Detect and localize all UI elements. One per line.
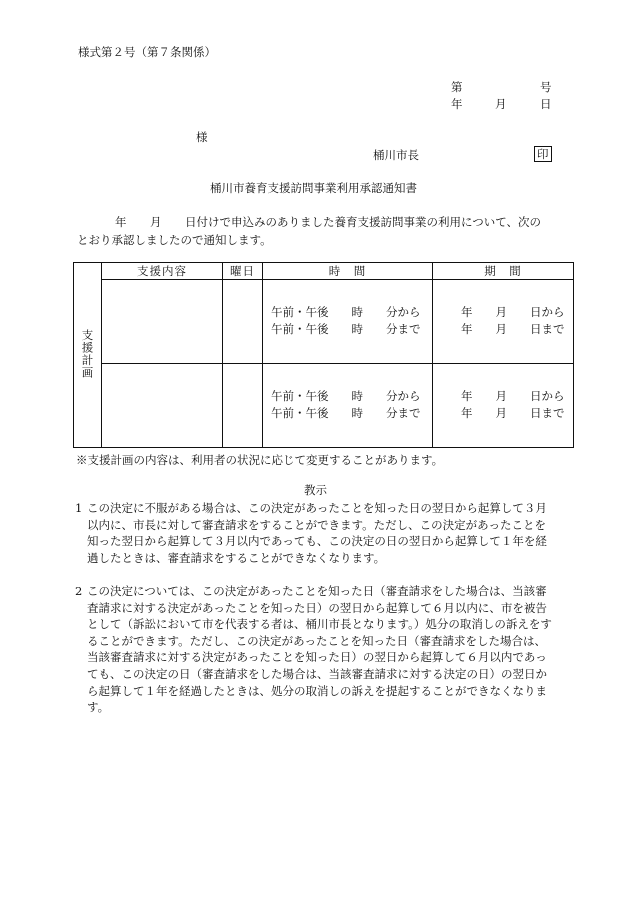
header-support-content: 支援内容 [102, 263, 223, 280]
header-time: 時 間 [263, 263, 433, 280]
cell-support-content[interactable] [102, 280, 223, 364]
intro-month: 月 [150, 215, 162, 229]
date-year: 年 [451, 97, 463, 111]
document-title: 桶川市養育支援訪問事業利用承認通知書 [210, 181, 417, 195]
doc-number-suffix: 号 [540, 80, 552, 94]
instruction-number: 2 [75, 584, 83, 598]
support-plan-side-label: 支援計画 [74, 263, 102, 448]
cell-weekday[interactable] [223, 280, 263, 364]
instruction-item-1 [75, 500, 555, 570]
table-row [74, 280, 574, 364]
time-from: 午前・午後 時 分から [271, 305, 421, 319]
period-from: 年 月 日から [461, 389, 565, 403]
instructions-heading: 教示 [304, 483, 327, 497]
cell-weekday[interactable] [223, 364, 263, 448]
cell-period[interactable] [433, 364, 574, 448]
support-plan-table [73, 262, 574, 448]
form-number: 様式第２号（第７条関係） [78, 45, 216, 59]
cell-period[interactable] [433, 280, 574, 364]
cell-support-content[interactable] [102, 364, 223, 448]
time-to: 午前・午後 時 分まで [271, 322, 421, 336]
instruction-number: 1 [75, 501, 83, 515]
time-from: 午前・午後 時 分から [271, 389, 421, 403]
period-to: 年 月 日まで [461, 322, 565, 336]
instruction-item-2 [75, 583, 555, 723]
intro-line2: とおり承認しましたので通知します。 [77, 233, 272, 247]
cell-time[interactable] [263, 280, 433, 364]
header-weekday: 曜日 [223, 263, 263, 280]
table-row [74, 364, 574, 448]
seal-mark: 印 [534, 146, 552, 162]
instruction-text: この決定に不服がある場合は、この決定があったことを知った日の翌日から起算して３月以内に、市長に対して審査請求をすることができます。ただし、この決定があったことを知った翌日から起算して３月以内であっても、この決定の日の翌日から起算して１年を経過したときは、審査請求をすることができなくなります。 [87, 501, 547, 565]
time-to: 午前・午後 時 分まで [271, 406, 421, 420]
intro-year: 年 [115, 215, 127, 229]
instruction-text: この決定については、この決定があったことを知った日（審査請求をした場合は、当該審査請求に対する決定があったことを知った日）の翌日から起算して６月以内に、市を被告として（訴訟において市を代表する者は、桶川市長となります。）処分の取消しの訴えをすることができます。ただし、この決定があったことを知った日（審査請求をした場合は、当該審査請求に対する決定があったことを知った日）の翌日から起算して６月以内であっても、この決定の日（審査請求をした場合は、当該審査請求に対する決定の日）の翌日から起算して１年を経過したときは、処分の取消しの訴えを提起することができなくなります。 [87, 584, 552, 715]
period-to: 年 月 日まで [461, 406, 565, 420]
intro-line1: 日付けで申込みのありました養育支援訪問事業の利用について、次の [185, 215, 542, 229]
issuer-title: 桶川市長 [373, 148, 419, 162]
date-day: 日 [540, 97, 552, 111]
date-month: 月 [495, 97, 507, 111]
header-period: 期 間 [433, 263, 574, 280]
doc-number-prefix: 第 [451, 80, 463, 94]
addressee-honorific: 様 [196, 130, 208, 144]
period-from: 年 月 日から [461, 305, 565, 319]
table-note: ※支援計画の内容は、利用者の状況に応じて変更することがあります。 [76, 453, 444, 467]
cell-time[interactable] [263, 364, 433, 448]
